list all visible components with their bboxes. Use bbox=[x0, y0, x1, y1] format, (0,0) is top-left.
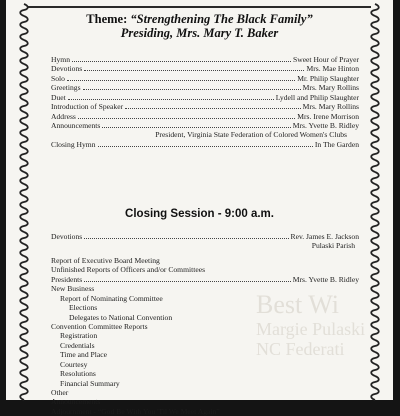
devotions-sub: Pulaski Parish bbox=[311, 241, 355, 251]
closing-line: Report of Executive Board Meeting bbox=[51, 255, 160, 265]
program-label: Address bbox=[51, 111, 76, 121]
closing-line: Unfinished Reports of Officers and/or Committees bbox=[51, 265, 206, 275]
devotions-row bbox=[51, 232, 359, 241]
scroll-flourish bbox=[20, 16, 28, 28]
scroll-flourish bbox=[371, 244, 379, 256]
program-label: Hymn bbox=[51, 54, 70, 64]
leader-dots bbox=[84, 237, 288, 239]
scroll-flourish bbox=[371, 232, 379, 244]
scroll-flourish bbox=[20, 388, 28, 400]
scroll-flourish bbox=[371, 196, 379, 208]
scroll-flourish bbox=[20, 76, 28, 88]
scroll-flourish bbox=[371, 4, 379, 16]
watermark-line-3: NC Federati bbox=[256, 339, 345, 359]
program-label: Introduction of Speaker bbox=[51, 102, 124, 112]
scroll-flourish bbox=[371, 172, 379, 184]
program-continuation-row bbox=[51, 131, 359, 140]
leader-dots bbox=[68, 98, 274, 100]
scroll-flourish bbox=[20, 160, 28, 172]
scroll-flourish bbox=[20, 100, 28, 112]
program-value: Mrs. Yvette B. Ridley bbox=[292, 121, 359, 131]
scroll-flourish bbox=[371, 280, 379, 292]
program-value: Lydell and Philip Slaughter bbox=[275, 92, 359, 102]
leader-dots bbox=[72, 60, 291, 62]
program-value: In The Garden bbox=[314, 139, 359, 149]
scroll-flourish bbox=[20, 112, 28, 124]
program-value: Mrs. Irene Morrison bbox=[297, 111, 359, 121]
program-label: Greetings bbox=[51, 83, 81, 93]
scroll-flourish bbox=[20, 304, 28, 316]
leader-dots bbox=[67, 79, 295, 81]
business-item: Courtesy bbox=[60, 359, 88, 369]
scroll-flourish bbox=[371, 64, 379, 76]
scroll-flourish bbox=[20, 316, 28, 328]
program-value: Sweet Hour of Prayer bbox=[292, 54, 359, 64]
theme-title: “Strengthening The Black Family” bbox=[130, 12, 313, 26]
scroll-flourish bbox=[20, 376, 28, 388]
program-value: Mrs. Mae Hinton bbox=[306, 64, 359, 74]
business-item: Delegates to National Convention bbox=[69, 312, 173, 322]
leader-dots bbox=[84, 280, 291, 282]
program-row bbox=[51, 140, 359, 149]
business-list bbox=[51, 284, 359, 416]
leader-dots bbox=[98, 145, 313, 147]
scroll-flourish bbox=[20, 364, 28, 376]
program-value: President, Virginia State Federation of Colored Women's Clubs bbox=[155, 130, 347, 140]
scroll-flourish bbox=[20, 124, 28, 136]
scroll-flourish bbox=[371, 208, 379, 220]
program-row bbox=[51, 64, 359, 73]
scroll-flourish bbox=[371, 256, 379, 268]
presiding-line: Presiding, Mrs. Mary T. Baker bbox=[120, 26, 279, 40]
business-item: Adjournment - “God Be With You 'Til We Meet Again” bbox=[51, 406, 220, 416]
scroll-flourish bbox=[20, 280, 28, 292]
scroll-flourish bbox=[20, 52, 28, 64]
top-border-rule bbox=[28, 0, 371, 8]
watermark-line-1: Best Wi bbox=[256, 290, 339, 319]
scroll-flourish bbox=[20, 136, 28, 148]
scroll-flourish bbox=[371, 76, 379, 88]
closing-session-list bbox=[51, 232, 359, 416]
scroll-flourish bbox=[20, 268, 28, 280]
watermark-line-2: Margie Pulaski bbox=[256, 319, 366, 339]
leader-dots bbox=[102, 126, 290, 128]
business-item: Time and Place bbox=[60, 350, 107, 360]
program-row bbox=[51, 112, 359, 121]
program-row bbox=[51, 102, 359, 111]
scroll-flourish bbox=[20, 256, 28, 268]
presidents-value: Mrs. Yvette B. Ridley bbox=[292, 274, 359, 284]
devotions-label: Devotions bbox=[51, 231, 83, 241]
scroll-flourish bbox=[20, 64, 28, 76]
scroll-flourish bbox=[371, 220, 379, 232]
evening-program-list bbox=[51, 55, 359, 149]
scroll-flourish bbox=[20, 196, 28, 208]
program-row bbox=[51, 93, 359, 102]
business-item: Report of Nominating Committee bbox=[60, 293, 163, 303]
scroll-flourish bbox=[371, 268, 379, 280]
devotions-value: Rev. James E. Jackson bbox=[290, 231, 359, 241]
scroll-flourish bbox=[371, 364, 379, 376]
business-item: Elections bbox=[69, 303, 98, 313]
presidents-row bbox=[51, 275, 359, 284]
program-row bbox=[51, 83, 359, 92]
scroll-flourish bbox=[371, 40, 379, 52]
scroll-flourish bbox=[371, 88, 379, 100]
business-item: New Business bbox=[51, 284, 95, 294]
theme-prefix: Theme: bbox=[86, 12, 131, 26]
program-value: Mrs. Mary Rollins bbox=[302, 83, 359, 93]
program-label: Closing Hymn bbox=[51, 139, 96, 149]
program-row bbox=[51, 74, 359, 83]
scroll-flourish bbox=[20, 292, 28, 304]
scroll-flourish bbox=[20, 184, 28, 196]
program-label: Devotions bbox=[51, 64, 83, 74]
scroll-flourish bbox=[371, 16, 379, 28]
scroll-flourish bbox=[371, 52, 379, 64]
scroll-flourish bbox=[20, 88, 28, 100]
program-label: Solo bbox=[51, 73, 65, 83]
business-item: Credentials bbox=[60, 340, 95, 350]
scroll-flourish bbox=[371, 148, 379, 160]
scroll-flourish bbox=[371, 124, 379, 136]
scroll-flourish bbox=[371, 184, 379, 196]
scroll-flourish bbox=[20, 148, 28, 160]
scroll-flourish bbox=[20, 232, 28, 244]
business-item: Announcements bbox=[51, 397, 101, 407]
scroll-flourish bbox=[20, 220, 28, 232]
business-item: Financial Summary bbox=[60, 378, 120, 388]
scroll-flourish bbox=[371, 100, 379, 112]
scroll-flourish bbox=[20, 28, 28, 40]
scroll-flourish bbox=[20, 328, 28, 340]
leader-dots bbox=[84, 69, 304, 71]
scroll-flourish bbox=[20, 340, 28, 352]
scroll-flourish bbox=[20, 4, 28, 16]
scroll-flourish bbox=[371, 28, 379, 40]
scroll-flourish bbox=[371, 160, 379, 172]
leader-dots bbox=[125, 107, 301, 109]
leader-dots bbox=[78, 117, 295, 119]
scroll-flourish bbox=[20, 244, 28, 256]
program-page bbox=[6, 0, 393, 416]
program-value: Mrs. Mary Rollins bbox=[302, 102, 359, 112]
scroll-flourish bbox=[20, 208, 28, 220]
program-label: Announcements bbox=[51, 121, 101, 131]
left-scroll-border bbox=[16, 0, 32, 400]
closing-session-heading: Closing Session - 9:00 a.m. bbox=[125, 208, 274, 220]
program-value: Mr. Philip Slaughter bbox=[297, 73, 359, 83]
scroll-flourish bbox=[20, 172, 28, 184]
business-item: Registration bbox=[60, 331, 98, 341]
program-row bbox=[51, 121, 359, 130]
program-label: Duet bbox=[51, 92, 66, 102]
business-item: Convention Committee Reports bbox=[51, 321, 148, 331]
devotions-sub-row bbox=[51, 241, 359, 250]
scroll-flourish bbox=[20, 40, 28, 52]
presidents-label: Presidents bbox=[51, 274, 83, 284]
business-item: Resolutions bbox=[60, 369, 96, 379]
scroll-flourish bbox=[371, 136, 379, 148]
scroll-flourish bbox=[371, 376, 379, 388]
scroll-flourish bbox=[20, 352, 28, 364]
theme-heading bbox=[44, 12, 355, 26]
business-item: Other bbox=[51, 388, 69, 397]
scroll-flourish bbox=[371, 112, 379, 124]
program-row bbox=[51, 55, 359, 64]
scroll-flourish bbox=[371, 388, 379, 400]
leader-dots bbox=[83, 88, 301, 90]
